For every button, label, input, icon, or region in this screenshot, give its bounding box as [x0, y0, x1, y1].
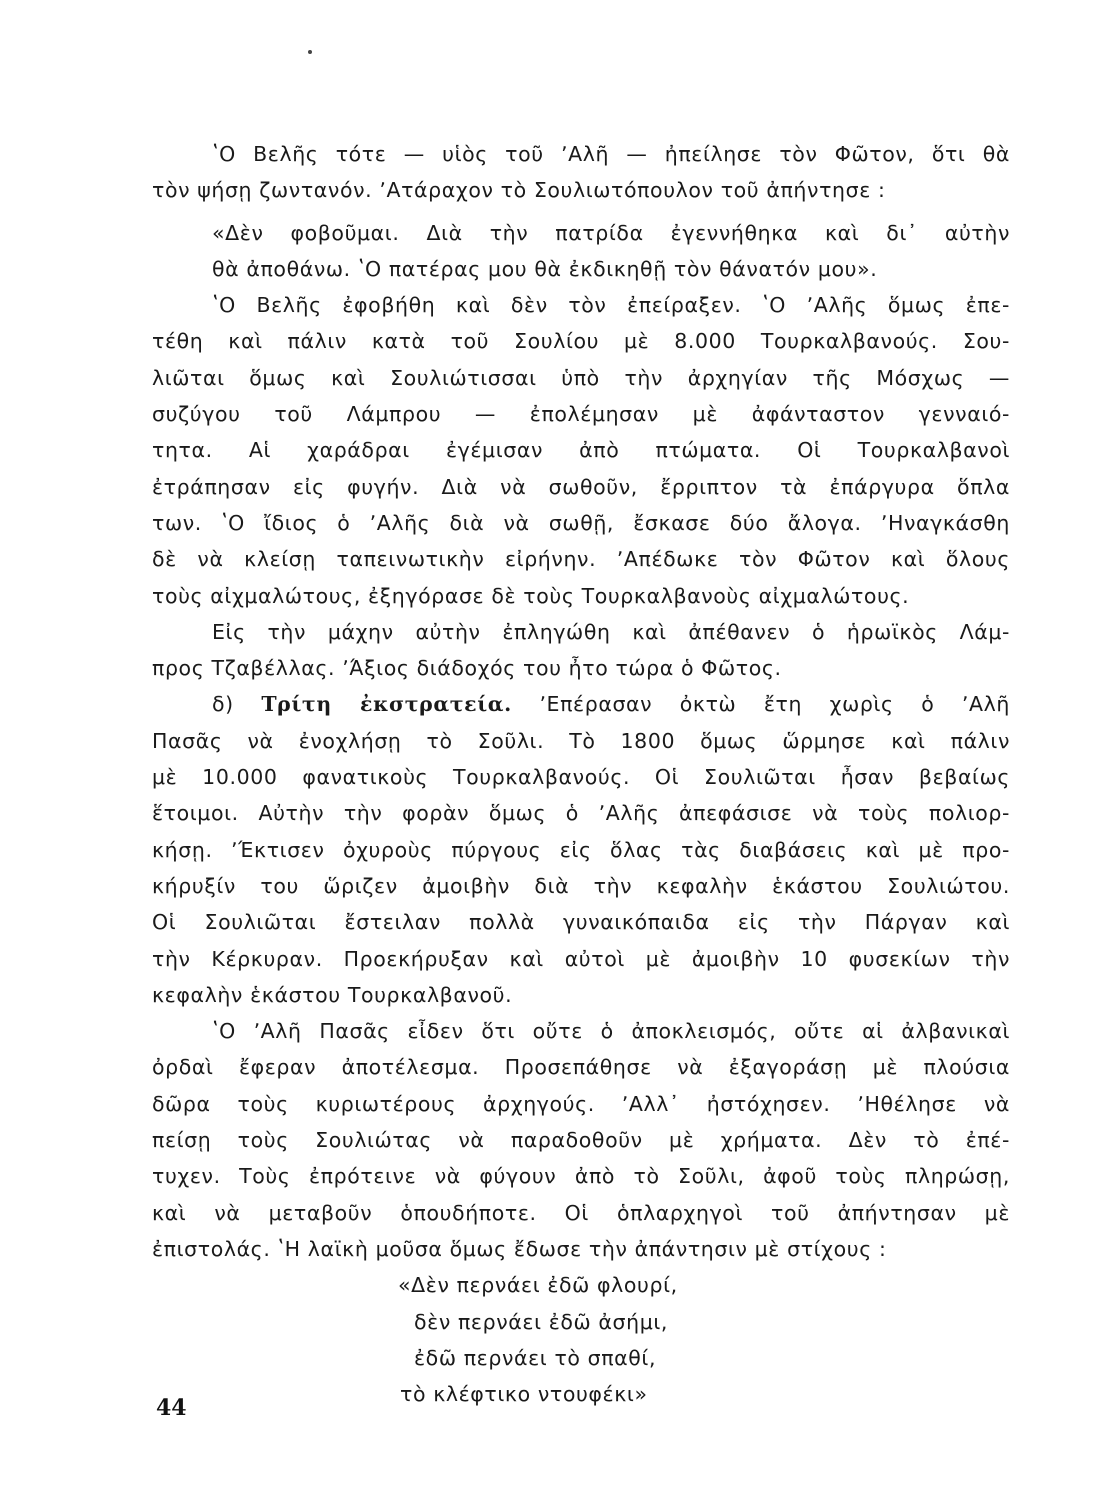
text-line: ʽΟ Βελῆς ἐφοβήθη καὶ δὲν τὸν ἐπείραξεν. ʽΟ ʼΑλῆς ὅμως ἐπε-	[212, 293, 1010, 318]
text-line: κεφαλὴν ἑκάστου Τουρκαλβανοῦ.	[152, 982, 513, 1007]
text-line: τέθη καὶ πάλιν κατὰ τοῦ Σουλίου μὲ 8.000 Τουρκαλβανούς. Σου-	[152, 329, 1010, 354]
text-line: τητα. Αἱ χαράδραι ἐγέμισαν ἀπὸ πτώματα. Οἱ Τουρκαλβανοὶ	[152, 438, 1010, 463]
quote-line: θὰ ἀποθάνω. ʽΟ πατέρας μου θὰ ἐκδικηθῇ τὸν θάνατόν μου».	[212, 256, 878, 281]
text-line: Εἰς τὴν μάχην αὐτὴν ἐπληγώθη καὶ ἀπέθανεν ὁ ἡρωϊκὸς Λάμ-	[212, 619, 1010, 644]
text-line: συζύγου τοῦ Λάμπρου — ἐπολέμησαν μὲ ἀφάνταστον γενναιό-	[152, 402, 1010, 427]
body-text	[152, 136, 1010, 1412]
text-line: Οἱ Σουλιῶται ἔστειλαν πολλὰ γυναικόπαιδα εἰς τὴν Πάργαν καὶ	[152, 910, 1010, 935]
section-label: δ)	[212, 692, 234, 717]
text-line: ἐπιστολάς. ʽΗ λαϊκὴ μοῦσα ὅμως ἔδωσε τὴν ἀπάντησιν μὲ στίχους :	[152, 1236, 887, 1261]
text-line: τοὺς αἰχμαλώτους, ἐξηγόρασε δὲ τοὺς Τουρκαλβανοὺς αἰχμαλώτους.	[152, 583, 910, 608]
text-line: λιῶται ὅμως καὶ Σουλιώτισσαι ὑπὸ τὴν ἀρχηγίαν τῆς Μόσχως —	[152, 365, 1010, 390]
text-line: τυχεν. Τοὺς ἐπρότεινε νὰ φύγουν ἀπὸ τὸ Σοῦλι, ἀφοῦ τοὺς πληρώσῃ,	[152, 1164, 1010, 1189]
text-line: τὸν ψήσῃ ζωντανόν. ʼΑτάραχον τὸ Σουλιωτόπουλον τοῦ ἀπήντησε :	[152, 178, 886, 203]
page-number: 44	[156, 1395, 187, 1421]
quote-line: «Δὲν φοβοῦμαι. Διὰ τὴν πατρίδα ἐγεννήθηκα καὶ δι᾽ αὐτὴν	[212, 220, 1010, 245]
poem-line: τὸ κλέφτικο ντουφέκι»	[400, 1382, 648, 1407]
text-fragment: ʼΕπέρασαν ὀκτὼ ἔτη χωρὶς ὁ ʼΑλῆ	[539, 692, 1010, 717]
text-line: κήρυξίν του ὥριζεν ἀμοιβὴν διὰ τὴν κεφαλὴν ἑκάστου Σουλιώτου.	[152, 873, 1010, 898]
text-line: δὲ νὰ κλείσῃ ταπεινωτικὴν εἰρήνην. ʼΑπέδωκε τὸν Φῶτον καὶ ὅλους	[152, 547, 1010, 572]
section-title: Τρίτη ἐκστρατεία.	[261, 692, 512, 717]
poem-line: δὲν περνάει ἐδῶ ἀσήμι,	[414, 1309, 669, 1334]
poem-line: ἐδῶ περνάει τὸ σπαθί,	[414, 1345, 657, 1370]
text-line: προς Τζαβέλλας. ʼΆξιος διάδοχός του ἦτο τώρα ὁ Φῶτος.	[152, 656, 782, 681]
speck-mark	[308, 50, 312, 54]
text-line: μὲ 10.000 φανατικοὺς Τουρκαλβανούς. Οἱ Σουλιῶται ἦσαν βεβαίως	[152, 765, 1010, 790]
text-line: δῶρα τοὺς κυριωτέρους ἀρχηγούς. ʼΑλλ᾽ ἠστόχησεν. ʼΗθέλησε νὰ	[152, 1091, 1010, 1116]
text-line: ὀρδαὶ ἔφεραν ἀποτέλεσμα. Προσεπάθησε νὰ ἐξαγοράσῃ μὲ πλούσια	[152, 1055, 1010, 1080]
text-line: τὴν Κέρκυραν. Προεκήρυξαν καὶ αὐτοὶ μὲ ἀμοιβὴν 10 φυσεκίων τὴν	[152, 946, 1010, 971]
text-line: καὶ νὰ μεταβοῦν ὁπουδήποτε. Οἱ ὁπλαρχηγοὶ τοῦ ἀπήντησαν μὲ	[152, 1200, 1010, 1225]
text-line: Πασᾶς νὰ ἐνοχλήσῃ τὸ Σοῦλι. Τὸ 1800 ὅμως ὥρμησε καὶ πάλιν	[152, 728, 1010, 753]
text-line: ʽΟ Βελῆς τότε — υἱὸς τοῦ ʼΑλῆ — ἠπείλησε τὸν Φῶτον, ὅτι θὰ	[212, 142, 1010, 166]
text-line: των. ʽΟ ἴδιος ὁ ʼΑλῆς διὰ νὰ σωθῇ, ἔσκασε δύο ἄλογα. ʼΗναγκάσθη	[152, 510, 1010, 535]
text-line: πείσῃ τοὺς Σουλιώτας νὰ παραδοθοῦν μὲ χρήματα. Δὲν τὸ ἐπέ-	[152, 1128, 1010, 1153]
text-line: κήσῃ. ʼΈκτισεν ὀχυροὺς πύργους εἰς ὅλας τὰς διαβάσεις καὶ μὲ προ-	[152, 837, 1010, 862]
text-line: ἕτοιμοι. Αὐτὴν τὴν φορὰν ὅμως ὁ ʼΑλῆς ἀπεφάσισε νὰ τοὺς πολιορ-	[152, 801, 1010, 826]
text-line: ἐτράπησαν εἰς φυγήν. Διὰ νὰ σωθοῦν, ἔρριπτον τὰ ἐπάργυρα ὅπλα	[152, 474, 1010, 499]
text-line: ʽΟ ʼΑλῆ Πασᾶς εἶδεν ὅτι οὔτε ὁ ἀποκλεισμός, οὔτε αἱ ἀλβανικαὶ	[212, 1019, 1010, 1044]
poem-line: «Δὲν περνάει ἐδῶ φλουρί,	[398, 1273, 678, 1298]
section-heading-line	[152, 686, 1010, 722]
